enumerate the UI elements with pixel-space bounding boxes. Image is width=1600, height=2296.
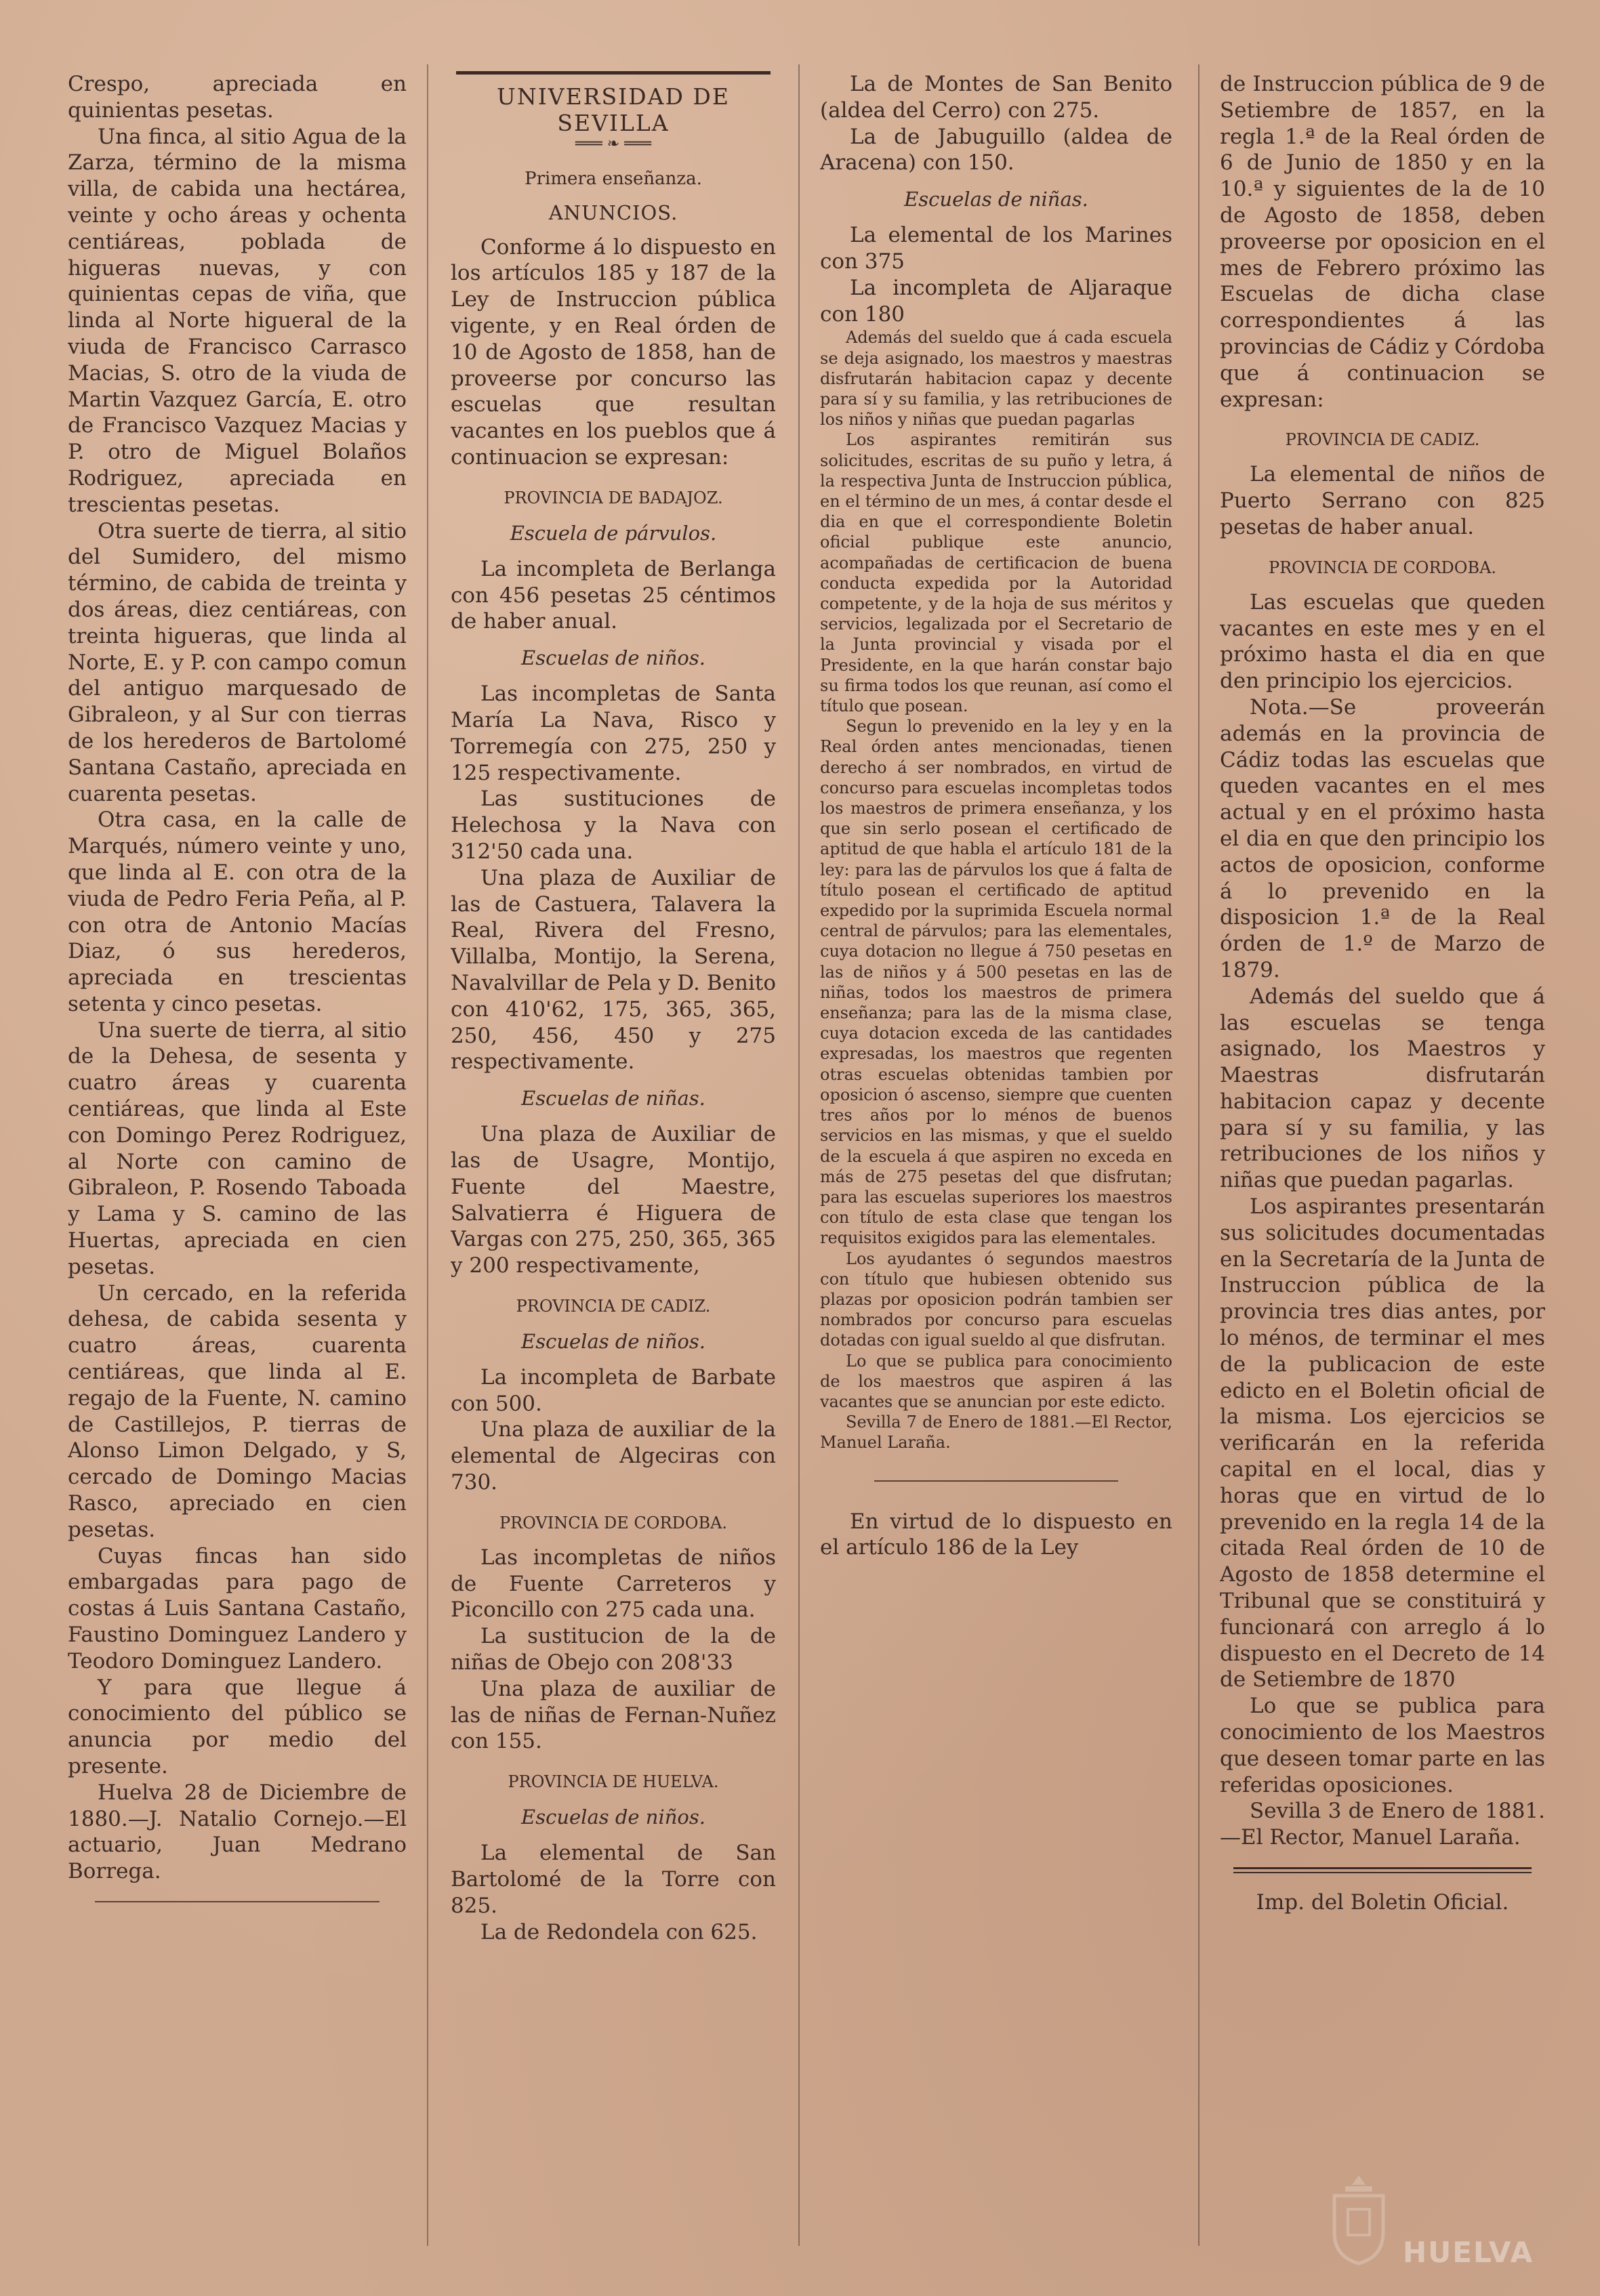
province-heading: PROVINCIA DE CADIZ. bbox=[1285, 430, 1480, 450]
paragraph: de Instruccion pública de 9 de Setiembre de 1857, en la regla 1.ª de la Real órden de 6 de Junio de 1850 y en la 10.ª y siguientes de la de 10 de Agosto de 1858, deben proveerse por oposicion en el mes de Febrero próximo las Escuelas de dicha clase correspondientes á las provincias de Cádiz y Córdoba que á continuacion se expresan: bbox=[1220, 72, 1545, 412]
province-heading: PROVINCIA DE BADAJOZ. bbox=[504, 488, 723, 507]
section-heading: Escuelas de niñas. bbox=[904, 188, 1088, 211]
section-heading: Escuelas de niños. bbox=[521, 1329, 705, 1353]
paragraph: Una finca, al sitio Agua de la Zarza, término de la misma villa, de cabida una hectárea, veinte y ocho áreas y ochenta centiáreas, poblada de higueras nuevas, y con quinientas cepas de viña, que linda al Norte higueral de la viuda de Francisco Carrasco Macias, S. otro de la viuda de Martin Vazquez García, E. otro de Francisco Vazquez Macias y P. otro de Miguel Bolaños Rodriguez, apreciada en trescientas pesetas. bbox=[68, 124, 407, 517]
paragraph: Cuyas fincas han sido embargadas para pago de costas á Luis Santana Castaño, Faustino Dominguez Landero y Teodoro Dominguez Landero. bbox=[68, 1543, 407, 1673]
paragraph: Además del sueldo que á cada escuela se deja asignado, los maestros y maestras disfrutarán habitacion capaz y decente para sí y su familia, y las retribuciones de los niños y niñas que puedan pagarlas bbox=[820, 328, 1172, 430]
section-heading: Escuelas de niños. bbox=[521, 1806, 705, 1829]
paragraph: Y para que llegue á conocimiento del público se anuncia por medio del presente. bbox=[68, 1675, 407, 1778]
province-heading: PROVINCIA DE HUELVA. bbox=[508, 1772, 719, 1792]
province-heading: PROVINCIA DE CADIZ. bbox=[516, 1296, 711, 1316]
province-heading: PROVINCIA DE CORDOBA. bbox=[499, 1513, 728, 1532]
paragraph: Una plaza de auxiliar de las de niñas de Fernan-Nuñez con 155. bbox=[451, 1676, 776, 1754]
archive-watermark: HUELVA bbox=[1403, 2236, 1534, 2269]
paragraph: Otra casa, en la calle de Marqués, número veinte y uno, que linda al E. con otra de la viuda de Pedro Feria Peña, al P. con otra de Antonio Macías Diaz, ó sus herederos, apreciada en trescientas setenta y cinco pesetas. bbox=[68, 808, 407, 1016]
paragraph: En virtud de lo dispuesto en el artículo 186 de la Ley bbox=[820, 1509, 1172, 1560]
column-1 bbox=[68, 71, 407, 2259]
paragraph: La elemental de los Marines con 375 bbox=[820, 223, 1172, 274]
paragraph: Una plaza de Auxiliar de las de Usagre, Montijo, Fuente del Maestre, Salvatierra é Higuera de Vargas con 275, 250, 365, 365 y 200 respectivamente, bbox=[451, 1122, 776, 1278]
paragraph: Otra suerte de tierra, al sitio del Sumidero, del mismo término, de cabida de treinta y dos áreas, diez centiáreas, con treinta higueras, que linda al Norte, E. y P. con campo comun del antiguo marquesado de Gibraleon, y al Sur con tierras de los herederos de Bartolomé Santana Castaño, apreciada en cuarenta pesetas. bbox=[68, 518, 407, 806]
paragraph: Un cercado, en la referida dehesa, de cabida sesenta y cuatro áreas, cuarenta centiáreas, que linda al E. regajo de la Fuente, N. camino de Castillejos, P. tierras de Alonso Limon Delgado, y S, cercado de Domingo Macias Rasco, apreciado en cien pesetas. bbox=[68, 1280, 407, 1542]
column-divider-2 bbox=[798, 64, 800, 2246]
section-heading: Escuela de párvulos. bbox=[510, 521, 717, 545]
paragraph: La de Redondela con 625. bbox=[480, 1919, 758, 1944]
paragraph: Una plaza de Auxiliar de las de Castuera, Talavera la Real, Rivera del Fresno, Villalba, Montijo, la Serena, Navalvillar de Pela y D. Benito con 410'62, 175, 365, 365, 250, 456, 450 y 275 respectivamente. bbox=[451, 865, 776, 1074]
paragraph: Una suerte de tierra, al sitio de la Dehesa, de sesenta y cuatro áreas y cuarenta centiáreas, que linda al Este con Domingo Perez Rodriguez, al Norte con camino de Gibraleon, P. Rosendo Taboada y Lama y S. camino de las Huertas, apreciada en cien pesetas. bbox=[68, 1018, 407, 1279]
province-heading: PROVINCIA DE CORDOBA. bbox=[1268, 558, 1497, 577]
column-divider-1 bbox=[427, 64, 428, 2246]
paragraph: Las sustituciones de Helechosa y la Nava con 312'50 cada una. bbox=[451, 787, 776, 864]
paragraph: Segun lo prevenido en la ley y en la Real órden antes mencionadas, tienen derecho á ser nombrados, en virtud de concurso para escuelas incompletas todos los maestros de primera enseñanza, y los que sin serlo posean el certificado de aptitud de que habla el artículo 181 de la ley: para las de párvulos los que á falta de título posean el certificado de aptitud expedido por la suprimida Escuela normal central de párvulos; para las elementales, cuya dotacion no llegue á 750 pesetas en las de niños y á 500 pesetas en las de niñas, todos los maestros de primera enseñanza; para las de la misma clase, cuya dotacion exceda de las cantidades expresadas, los maestros que regenten otras escuelas obtenidas tambien por oposicion ó ascenso, siempre que cuenten tres años por lo ménos de buenos servicios en las mismas, y que el sueldo de la escuela á que aspiren no exceda en más de 275 pesetas del que disfrutan; para las escuelas superiores los maestros con título de esta clase que tengan los requisitos exigidos para las elementales. bbox=[820, 717, 1172, 1248]
subtitle: Primera enseñanza. bbox=[525, 168, 702, 189]
paragraph: La elemental de San Bartolomé de la Torre con 825. bbox=[451, 1841, 776, 1918]
paragraph: La incompleta de Aljaraque con 180 bbox=[820, 275, 1172, 327]
anuncios-heading: ANUNCIOS. bbox=[548, 201, 678, 224]
paragraph: Crespo, apreciada en quinientas pesetas. bbox=[68, 72, 407, 123]
paragraph: Las incompletas de niños de Fuente Carreteros y Piconcillo con 275 cada una. bbox=[451, 1545, 776, 1623]
paragraph: La incompleta de Berlanga con 456 pesetas 25 céntimos de haber anual. bbox=[451, 556, 776, 634]
column-4 bbox=[1220, 71, 1545, 2259]
library-seal-icon bbox=[1325, 2171, 1393, 2266]
column-divider-3 bbox=[1198, 64, 1199, 2246]
end-rule bbox=[95, 1901, 380, 1902]
university-title: UNIVERSIDAD DE SEVILLA bbox=[497, 83, 730, 136]
signature: Sevilla 7 de Enero de 1881.—El Rector, Manuel Laraña. bbox=[820, 1413, 1172, 1453]
top-rule bbox=[456, 71, 771, 75]
paragraph: La incompleta de Barbate con 500. bbox=[451, 1364, 776, 1416]
paragraph: Los ayudantes ó segundos maestros con título que hubiesen obtenido sus plazas por oposicion podrán tambien ser nombrados por concurso para escuelas dotadas con igual sueldo al que disfrutan. bbox=[820, 1249, 1172, 1350]
paragraph: Conforme á lo dispuesto en los artículos 185 y 187 de la Ley de Instruccion pública vigente, y en Real órden de 10 de Agosto de 1858, han de proveerse por concurso las escuelas que resultan vacantes en los pueblos que á continuacion se expresan: bbox=[451, 234, 776, 469]
section-heading: Escuelas de niñas. bbox=[521, 1087, 705, 1110]
paragraph: Una plaza de auxiliar de la elemental de Algeciras con 730. bbox=[451, 1417, 776, 1495]
paragraph: La de Jabuguillo (aldea de Aracena) con 150. bbox=[820, 124, 1172, 175]
ornament: ═══ ❧ ═══ bbox=[575, 135, 651, 152]
paragraph: Los aspirantes remitirán sus solicitudes, escritas de su puño y letra, á la respectiva Junta de Instruccion pública, en el término de un mes, á contar desde el dia en que el correspondiente Boletin oficial publique este anuncio, acompañadas de certificacion de buena conducta expedida por la Autoridad competente, y de la hoja de sus méritos y servicios, legalizada por el Secretario de la Junta provincial y visada por el Presidente, en la que harán constar bajo su firma todos los que reunan, así como el título que posean. bbox=[820, 430, 1172, 716]
paragraph: Los aspirantes presentarán sus solicitudes documentadas en la Secretaría de la Junta de Instruccion pública de la provincia tres dias antes, por lo ménos, de terminar el mes de la publicacion de este edicto en el Boletin oficial de la misma. Los ejercicios se verificarán en la referida capital en el local, dias y horas que en virtud de lo prevenido en la regla 14 de la citada Real órden de 10 de Agosto de 1858 determine el Tribunal que se constituirá y funcionará con arreglo á lo dispuesto en el Decreto de 14 de Setiembre de 1870 bbox=[1220, 1194, 1545, 1692]
paragraph: Lo que se publica para conocimiento de los maestros que aspiren á las vacantes que se anuncian por este edicto. bbox=[820, 1351, 1172, 1411]
paragraph: La de Montes de San Benito (aldea del Cerro) con 275. bbox=[820, 72, 1172, 123]
paragraph: Lo que se publica para conocimiento de los Maestros que deseen tomar parte en las referidas oposiciones. bbox=[1220, 1694, 1545, 1797]
section-rule bbox=[874, 1480, 1118, 1482]
paragraph: La elemental de niños de Puerto Serrano con 825 pesetas de haber anual. bbox=[1220, 462, 1545, 539]
signature: Sevilla 3 de Enero de 1881.—El Rector, Manuel Laraña. bbox=[1220, 1799, 1545, 1850]
signature: Huelva 28 de Diciembre de 1880.—J. Natalio Cornejo.—El actuario, Juan Medrano Borrega. bbox=[68, 1780, 407, 1884]
imprint: Imp. del Boletin Oficial. bbox=[1256, 1890, 1509, 1915]
paragraph: Además del sueldo que á las escuelas se tenga asignado, los Maestros y Maestras disfrutarán habitacion capaz y decente para sí y su familia, y las retribuciones de los niños y niñas que puedan pagarlas. bbox=[1220, 984, 1545, 1193]
paragraph: Nota.—Se proveerán además en la provincia de Cádiz todas las escuelas que queden vacantes en el mes actual y en el próximo hasta el dia en que den principio los actos de oposicion, conforme á lo prevenido en la disposicion 1.ª de la Real órden de 1.º de Marzo de 1879. bbox=[1220, 694, 1545, 982]
column-3 bbox=[820, 71, 1172, 2259]
paragraph: Las escuelas que queden vacantes en este mes y en el próximo hasta el dia en que den principio los ejercicios. bbox=[1220, 589, 1545, 694]
section-heading: Escuelas de niños. bbox=[521, 646, 705, 670]
end-double-rule bbox=[1233, 1867, 1532, 1873]
paragraph: Las incompletas de Santa María La Nava, Risco y Torremegía con 275, 250 y 125 respectivamente. bbox=[451, 682, 776, 785]
column-2 bbox=[451, 71, 776, 2259]
paragraph: La sustitucion de la de niñas de Obejo con 208'33 bbox=[451, 1624, 776, 1675]
